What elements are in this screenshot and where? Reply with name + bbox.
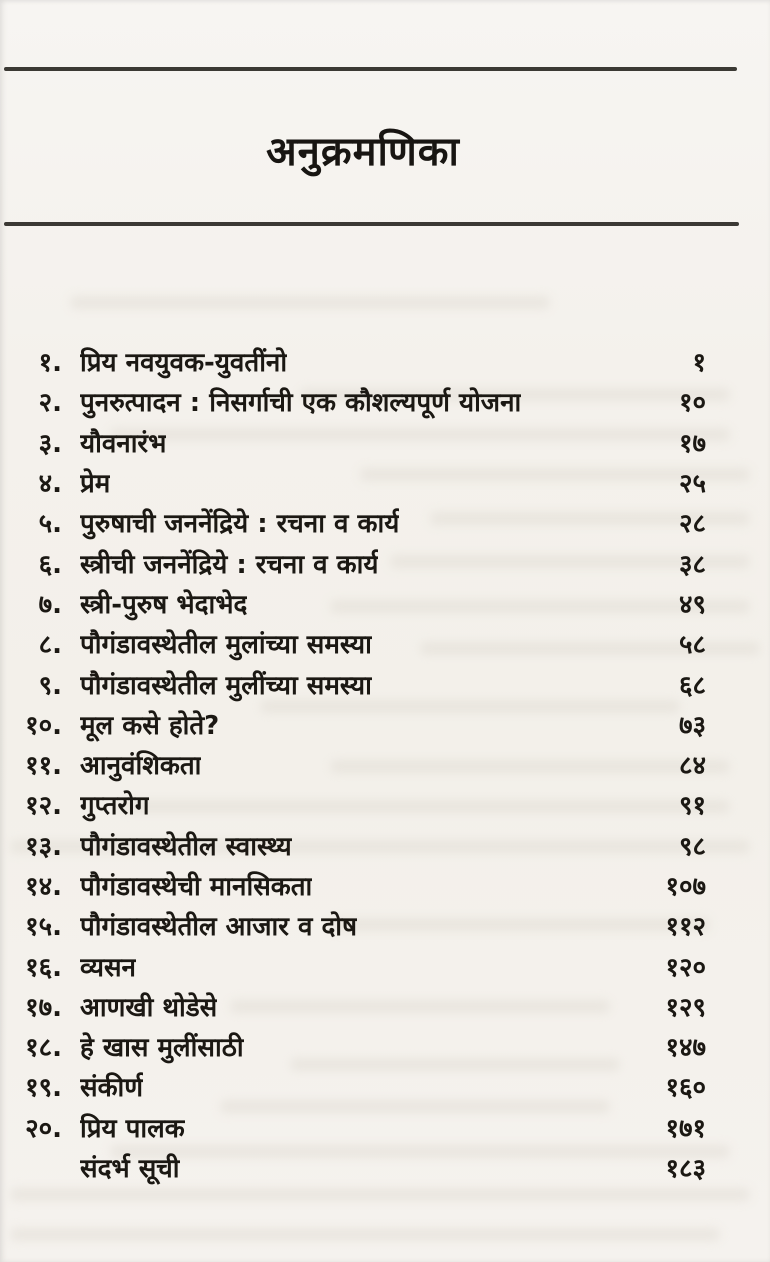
toc-entry-title: प्रिय नवयुवक-युवतींनो [80, 348, 288, 379]
toc-row [18, 1066, 706, 1106]
toc-row [18, 945, 706, 985]
toc-entry-page: २५ [678, 469, 706, 500]
toc-entry-title: पौगंडावस्थेतील मुलींच्या समस्या [80, 670, 372, 701]
toc-entry-page: ५८ [678, 630, 706, 661]
toc-entry-page: १७१ [665, 1113, 706, 1144]
top-divider-rule [4, 67, 737, 71]
toc-entry-number: १६. [25, 952, 62, 983]
toc-entry-title: पुरुषाची जननेंद्रिये : रचना व कार्य [80, 509, 400, 540]
toc-entry-page: ७३ [678, 710, 706, 741]
toc-entry-title: हे खास मुलींसाठी [80, 1033, 244, 1064]
toc-entry-number: ५. [38, 509, 62, 540]
toc-row [18, 542, 706, 582]
toc-entry-title: पौगंडावस्थेची मानसिकता [80, 872, 313, 902]
toc-row [18, 623, 706, 663]
toc-row [18, 381, 706, 421]
toc-entry-number: ४. [38, 469, 62, 500]
toc-entry-number: १४. [25, 872, 62, 902]
toc-entry-number: ६. [38, 549, 62, 580]
title-divider-rule [4, 222, 739, 226]
bleed-through-artifact [10, 1188, 750, 1201]
toc-row [18, 704, 706, 744]
toc-entry-page: १२० [665, 952, 706, 983]
toc-entry-title: मूल कसे होते? [80, 710, 220, 741]
toc-entry-page: १८३ [665, 1154, 706, 1185]
toc-entry-number: ९. [38, 670, 62, 701]
toc-entry-page: १७ [678, 428, 706, 459]
toc-row [18, 1026, 706, 1066]
toc-entry-title: पौगंडावस्थेतील आजार व दोष [80, 912, 358, 943]
toc-entry-page: १४७ [665, 1033, 706, 1064]
toc-entry-number: १७. [25, 992, 62, 1023]
toc-entry-page: ११२ [665, 912, 706, 943]
toc-entry-page: ९१ [678, 791, 706, 822]
toc-row [18, 784, 706, 824]
toc-entry-number: ८. [38, 630, 62, 661]
toc-entry-number: २. [38, 388, 62, 419]
toc-row [18, 462, 706, 502]
toc-entry-number: १. [38, 348, 62, 379]
toc-entry-title: पौगंडावस्थेतील मुलांच्या समस्या [80, 630, 372, 661]
toc-row [18, 663, 706, 703]
toc-entry-number: १८. [25, 1033, 62, 1064]
toc-row [18, 1107, 706, 1147]
toc-row [18, 583, 706, 623]
toc-row [18, 1147, 706, 1187]
toc-entry-title: पुनरुत्पादन : निसर्गाची एक कौशल्यपूर्ण योजना [80, 388, 522, 419]
toc-row [18, 502, 706, 542]
toc-entry-number: १३. [25, 831, 62, 862]
toc-entry-title: संकीर्ण [80, 1073, 144, 1104]
toc-entry-page: ८४ [678, 751, 706, 782]
toc-entry-number: ११. [25, 751, 62, 782]
toc-entry-title: पौगंडावस्थेतील स्वास्थ्य [80, 831, 292, 862]
toc-entry-page: ४९ [678, 589, 706, 620]
toc-entry-page: १० [678, 388, 706, 419]
toc-entry-page: २८ [678, 509, 706, 540]
toc-entry-number: १२. [25, 791, 62, 822]
toc-entry-number: २०. [25, 1113, 62, 1144]
toc-entry-page: १०७ [665, 872, 706, 902]
toc-entry-page: १२९ [665, 992, 706, 1023]
toc-entry-page: ६८ [678, 670, 706, 701]
toc-entry-page: ३८ [678, 549, 706, 580]
toc-row [18, 986, 706, 1026]
toc-entry-title: संदर्भ सूची [80, 1154, 180, 1185]
toc-row [18, 825, 706, 865]
toc-entry-page: १ [692, 348, 706, 379]
toc-entry-title: आणखी थोडेसे [80, 992, 218, 1023]
toc-entry-title: यौवनारंभ [80, 428, 167, 459]
page-title: अनुक्रमणिका [266, 129, 460, 175]
toc-entry-title: व्यसन [80, 952, 136, 983]
toc-entry-number: १९. [25, 1073, 62, 1104]
toc-entry-title: आनुवंशिकता [80, 751, 202, 782]
toc-row [18, 744, 706, 784]
toc-entry-number: १५. [25, 912, 62, 943]
toc-entry-title: स्त्री-पुरुष भेदाभेद [80, 589, 248, 620]
toc-entry-title: स्त्रीची जननेंद्रिये : रचना व कार्य [80, 549, 379, 580]
toc-entry-page: १६० [665, 1073, 706, 1104]
toc-row [18, 865, 706, 905]
toc-entry-title: गुप्तरोग [80, 791, 150, 822]
toc-row [18, 422, 706, 462]
toc-entry-number: १०. [25, 710, 62, 741]
toc-entry-number: ७. [38, 589, 62, 620]
toc-entry-number: ३. [38, 428, 62, 459]
bleed-through-artifact [10, 1228, 720, 1241]
toc-entry-page: ९८ [678, 831, 706, 862]
toc-row [18, 905, 706, 945]
toc-entry-title: प्रिय पालक [80, 1113, 185, 1144]
bleed-through-artifact [70, 296, 550, 309]
toc-row [18, 341, 706, 381]
toc-entry-title: प्रेम [80, 469, 111, 500]
toc-list [18, 341, 706, 1187]
